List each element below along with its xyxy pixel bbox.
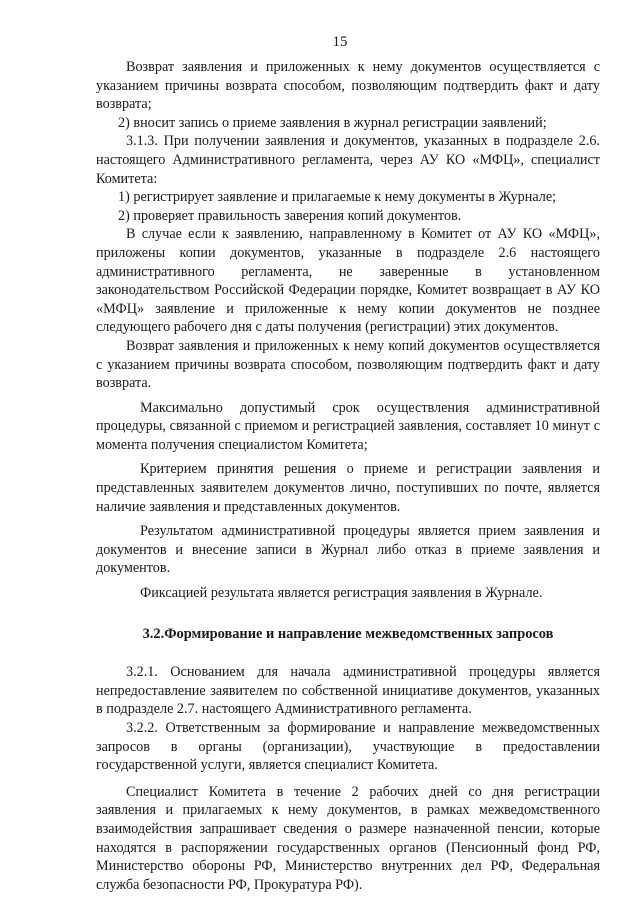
paragraph-interagency-request: Специалист Комитета в течение 2 рабочих дней со дня регистрации заявления и прилагаемых к нему документов, в рамках межведомственного взаимодействия запрашивает сведения о размере назначенной пенсии, которые находятся в распоряжении государственных органов (Пенсионный фонд РФ, Министерство обороны РФ, Министерство внутренних дел РФ, Федеральная служба безопасности РФ, Прокуратура РФ).: [96, 783, 600, 893]
paragraph-result-fixation: Фиксацией результата является регистрация заявления в Журнале.: [140, 585, 543, 602]
document-body: [96, 58, 600, 894]
paragraph-return-copies: Возврат заявления и приложенных к нему копий документов осуществляется с указанием причины возврата способом, позволяющим подтвердить факт и дату возврата.: [96, 337, 600, 392]
paragraph-max-duration: Максимально допустимый срок осуществления административной процедуры, связанной с приемом и регистрацией заявления, составляет 10 минут с момента получения специалистом Комитета;: [96, 399, 600, 453]
paragraph-return-notice: Возврат заявления и приложенных к нему документов осуществляется с указанием причины возврата способом, позволяющим подтвердить факт и дату возврата;: [96, 59, 600, 113]
paragraph-verify-step: 2) проверяет правильность заверения копий документов.: [118, 207, 462, 224]
paragraph-3-2-1: 3.2.1. Основанием для начала административной процедуры является непредоставление заявителем по собственной инициативе документов, указанных в подразделе 2.7. настоящего Административного регламента.: [96, 664, 600, 718]
section-heading: 3.2.Формирование и направление межведомственных запросов: [142, 625, 554, 642]
page-number: 15: [332, 34, 348, 50]
paragraph-decision-criterion: Критерием принятия решения о приеме и регистрации заявления и представленных заявителем документов лично, поступивших по почте, является наличие заявления и представленных документов.: [96, 461, 600, 515]
paragraph-uncertified-copies: В случае если к заявлению, направленному в Комитет от АУ КО «МФЦ», приложены копии документов, указанные в подразделе 2.6 настоящего административного регламента, не заверенные в установленном законодательством Российской Федерации порядке, Комитет возвращает в АУ КО «МФЦ» заявление и приложенные к нему копии документов не позднее следующего рабочего дня с даты получения (регистрации) этих документов.: [96, 226, 600, 336]
paragraph-3-2-2: 3.2.2. Ответственным за формирование и направление межведомственных запросов в органы (организации), участвующие в предоставлении государственной услуги, является специалист Комитета.: [96, 720, 600, 774]
paragraph-register-step: 1) регистрирует заявление и прилагаемые к нему документы в Журнале;: [118, 189, 557, 206]
paragraph-procedure-result: Результатом административной процедуры является прием заявления и документов и внесение записи в Журнал либо отказ в приеме заявления и документов.: [96, 523, 600, 577]
paragraph-journal-entry: 2) вносит запись о приеме заявления в журнал регистрации заявлений;: [118, 114, 547, 131]
paragraph-mfc-receipt: 3.1.3. При получении заявления и документов, указанных в подразделе 2.6. настоящего Административного регламента, через АУ КО «МФЦ», специалист Комитета:: [96, 133, 600, 187]
